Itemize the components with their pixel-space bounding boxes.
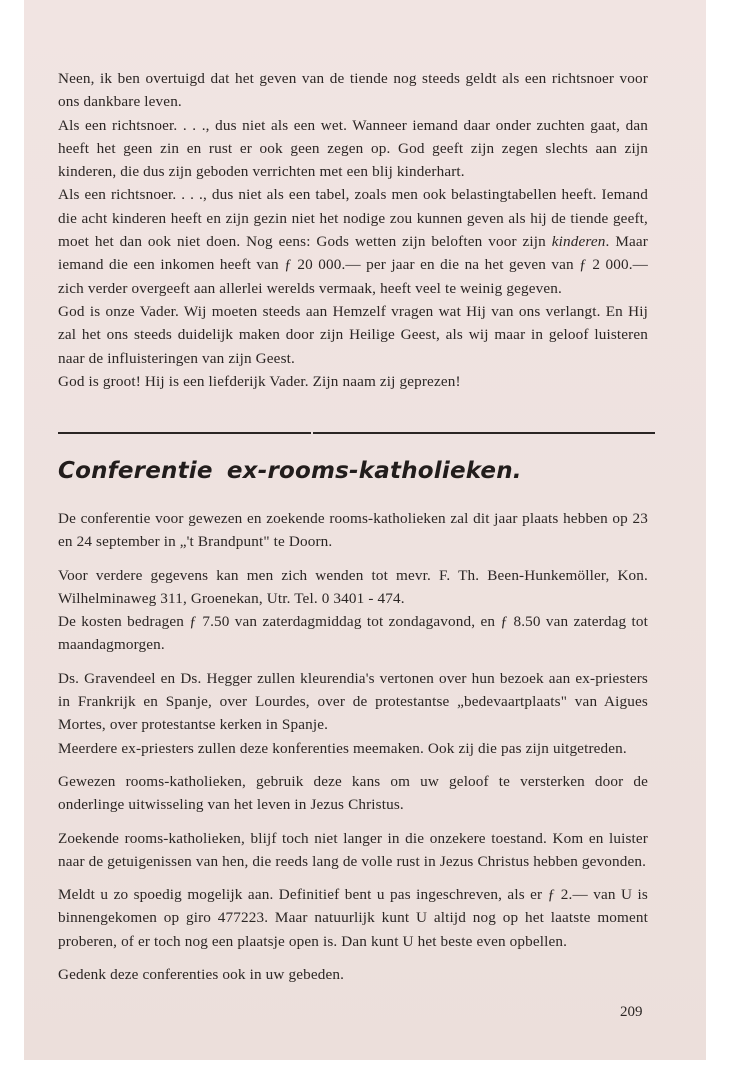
paragraph: De conferentie voor gewezen en zoekende rooms-katholieken zal dit jaar plaats hebben op 23 en 24 september in „'t Brandpunt" te Doorn. bbox=[58, 510, 648, 551]
emphasis-text: kinderen bbox=[551, 233, 606, 251]
paragraph: Neen, ik ben overtuigd dat het geven van de tiende nog steeds geldt als een richtsnoer voor ons dankbare leven. bbox=[58, 70, 648, 111]
paragraph: God is groot! Hij is een liefderijk Vader. Zijn naam zij geprezen! bbox=[58, 372, 461, 390]
section-divider-right bbox=[313, 432, 655, 434]
paragraph-text: . Maar iemand die een inkomen heeft van ƒ 20 000.— per jaar en die na het geven van ƒ 2 000.— zich verder overgeeft aan allerlei werelds vermaak, heeft veel te weinig gegeven. bbox=[58, 233, 648, 297]
section-divider-left bbox=[58, 432, 311, 434]
paragraph: Meldt u zo spoedig mogelijk aan. Definitief bent u pas ingeschreven, als er ƒ 2.— van U is binnengekomen op giro 477223. Maar natuurlijk kunt U altijd nog op het laatste moment proberen, of er toch nog een plaatsje open is. Dan kunt U het beste even opbellen. bbox=[58, 886, 648, 950]
paragraph-text: Als een richtsnoer. . . ., dus niet als een tabel, zoals men ook belastingtabellen heeft. Iemand die acht kinderen heeft en zijn gezin niet het nodige zou kunnen geven als hij de tiende geeft, moet het dan ook niet doen. Nog eens: Gods wetten zijn beloften voor zijn bbox=[58, 186, 648, 251]
article-body bbox=[58, 507, 648, 986]
previous-article-text bbox=[58, 67, 648, 393]
paragraph: Meerdere ex-priesters zullen deze konferenties meemaken. Ook zij die pas zijn uitgetreden. bbox=[58, 739, 627, 757]
paragraph: Als een richtsnoer. . . ., dus niet als een wet. Wanneer iemand daar onder zuchten gaat, dan heeft het geen zin en rust er ook geen zegen op. God geeft zijn zegen slechts aan zijn kinderen, die dus zijn geboden verrichten met een blij kinderhart. bbox=[58, 116, 648, 181]
article-title: Conferentie ex-rooms-katholieken. bbox=[58, 458, 522, 484]
paragraph: Gewezen rooms-katholieken, gebruik deze kans om uw geloof te versterken door de onderlinge uitwisseling van het leven in Jezus Christus. bbox=[58, 772, 648, 814]
paragraph: God is onze Vader. Wij moeten steeds aan Hemzelf vragen wat Hij van ons verlangt. En Hij zal het ons steeds duidelijk maken door zijn Heilige Geest, als wij maar in geloof luisteren naar de influisteringen van zijn Geest. bbox=[58, 302, 648, 367]
paragraph: Ds. Gravendeel en Ds. Hegger zullen kleurendia's vertonen over hun bezoek aan ex-priesters in Frankrijk en Spanje, over Lourdes, over de protestantse „bedevaartplaats" van Aigues Mortes, over protestantse kerken in Spanje. bbox=[58, 669, 648, 734]
paragraph: De kosten bedragen ƒ 7.50 van zaterdagmiddag tot zondagavond, en ƒ 8.50 van zaterdag tot maandagmorgen. bbox=[58, 613, 648, 654]
paragraph: Gedenk deze conferenties ook in uw gebeden. bbox=[58, 966, 345, 984]
page-number: 209 bbox=[620, 1004, 643, 1020]
paragraph: Voor verdere gegevens kan men zich wenden tot mevr. F. Th. Been-Hunkemöller, Kon. Wilhelminaweg 311, Groenekan, Utr. Tel. 0 3401 - 474. bbox=[58, 566, 648, 607]
paragraph bbox=[58, 183, 648, 299]
paragraph: Zoekende rooms-katholieken, blijf toch niet langer in die onzekere toestand. Kom en luister naar de getuigenissen van hen, die reeds lang de volle rust in Jezus Christus hebben gevonden. bbox=[58, 829, 648, 870]
